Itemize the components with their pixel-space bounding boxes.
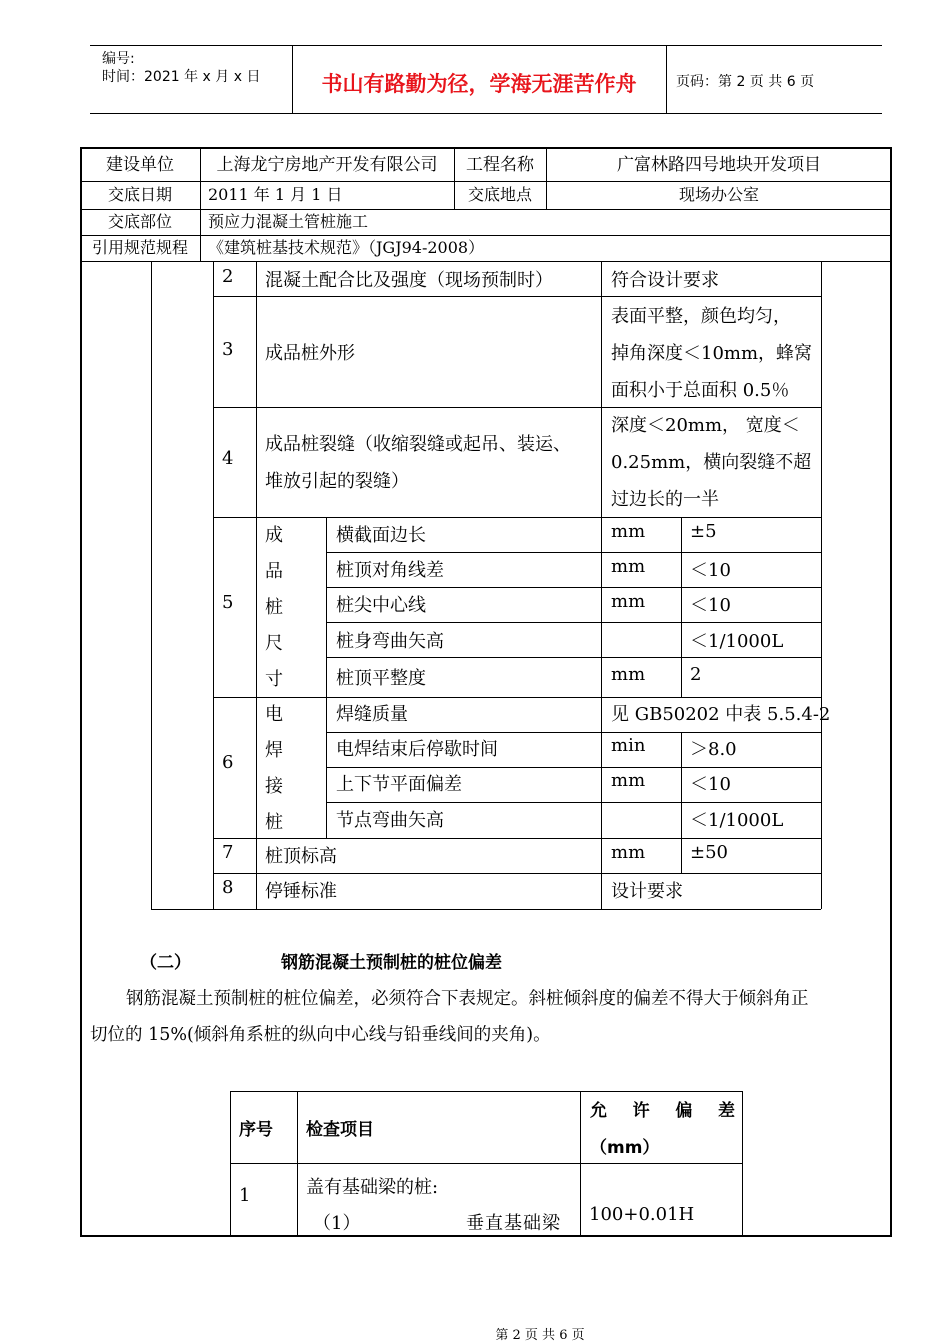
date-value: 2011 年 1 月 1 日 bbox=[208, 185, 343, 204]
tolerance-char: 允 bbox=[590, 1101, 607, 1121]
row2-req: 符合设计要求 bbox=[611, 270, 719, 291]
row3-req-line2: 掉角深度＜10mm，蜂窝 bbox=[611, 343, 813, 364]
section-number: （二） bbox=[140, 953, 191, 973]
header-motto: 书山有路勤为径，学海无涯苦作舟 bbox=[321, 72, 637, 96]
row5-item-value: ＜10 bbox=[690, 560, 731, 581]
tol-row-rule bbox=[213, 517, 821, 518]
tol-row-rule bbox=[326, 802, 821, 803]
spec-label: 引用规范规程 bbox=[91, 238, 188, 257]
row6-item-name: 节点弯曲矢高 bbox=[336, 810, 444, 831]
tol-bottom bbox=[151, 909, 821, 910]
row5-item-name: 桩顶对角线差 bbox=[336, 560, 444, 581]
tol-row-rule bbox=[213, 296, 821, 297]
position-header-tolerance bbox=[590, 1096, 735, 1121]
row5-item-unit: mm bbox=[611, 591, 646, 612]
position-row1-item: 盖有基础梁的桩: bbox=[306, 1177, 439, 1198]
row5-group-char: 尺 bbox=[265, 633, 283, 654]
row8-req: 设计要求 bbox=[611, 881, 683, 902]
tol-row-rule bbox=[326, 767, 821, 768]
row2-no: 2 bbox=[222, 266, 234, 287]
row3-req-line3: 面积小于总面积 0.5％ bbox=[611, 380, 790, 401]
tol-row-rule bbox=[326, 732, 821, 733]
row3-item: 成品桩外形 bbox=[265, 343, 355, 364]
row5-group-char: 桩 bbox=[265, 597, 283, 618]
row6-item-value: ＜1/1000L bbox=[690, 810, 784, 831]
position-row1-sub-item: 垂直基础梁 bbox=[466, 1213, 561, 1234]
tol-col-req bbox=[601, 261, 602, 909]
tol-row-rule bbox=[326, 622, 821, 623]
row7-value: ±50 bbox=[690, 842, 728, 863]
tol-col-no bbox=[213, 261, 214, 909]
row5-item-value: ＜1/1000L bbox=[690, 631, 784, 652]
row5-group-char: 品 bbox=[265, 561, 283, 582]
row4-item-line1: 成品桩裂缝（收缩裂缝或起吊、装运、 bbox=[265, 434, 571, 455]
tol-row-rule bbox=[213, 407, 821, 408]
project-label: 工程名称 bbox=[466, 155, 534, 175]
position-row-rule bbox=[230, 1163, 743, 1164]
row7-item: 桩顶标高 bbox=[265, 846, 337, 867]
tolerance-char: 差 bbox=[717, 1101, 735, 1121]
footer-page-number: 第 2 页 共 6 页 bbox=[495, 1328, 585, 1343]
row6-item-value: ＞8.0 bbox=[690, 739, 737, 760]
row6-item-unit: min bbox=[611, 735, 646, 756]
row7-no: 7 bbox=[222, 842, 234, 863]
builder-label: 建设单位 bbox=[106, 155, 174, 175]
tolerance-char: 偏 bbox=[675, 1101, 693, 1121]
row4-req-line1: 深度＜20mm， 宽度＜ bbox=[611, 415, 800, 436]
row6-group-char: 接 bbox=[265, 776, 283, 797]
place-value: 现场办公室 bbox=[678, 185, 759, 204]
row6-weld-quality-value: 见 GB50202 中表 5.5.4-2 bbox=[611, 704, 831, 725]
tol-row-rule bbox=[213, 697, 821, 698]
tol-row-rule bbox=[213, 873, 821, 874]
document-time-label: 时间：2021 年 x 月 x 日 bbox=[102, 69, 261, 85]
position-row1-sub-no: （1） bbox=[313, 1213, 361, 1234]
tol-col-value bbox=[681, 838, 682, 873]
position-header-item: 检查项目 bbox=[306, 1120, 374, 1140]
tol-outer-left bbox=[151, 261, 152, 909]
tol-row-rule bbox=[213, 838, 821, 839]
row5-item-unit: mm bbox=[611, 664, 646, 685]
tol-row-rule bbox=[326, 587, 821, 588]
header-bottom-rule bbox=[90, 113, 882, 114]
tol-row-rule bbox=[326, 552, 821, 553]
section-title: 钢筋混凝土预制桩的桩位偏差 bbox=[281, 953, 502, 973]
row5-group-char: 成 bbox=[265, 525, 283, 546]
row4-item-line2: 堆放引起的裂缝） bbox=[265, 471, 409, 492]
info-row-rule bbox=[80, 261, 892, 262]
row6-group-char: 桩 bbox=[265, 812, 283, 833]
date-label: 交底日期 bbox=[107, 185, 172, 204]
row5-item-value: ＜10 bbox=[690, 595, 731, 616]
position-header-unit: （mm） bbox=[590, 1138, 660, 1158]
row5-item-name: 桩身弯曲矢高 bbox=[336, 631, 444, 652]
tolerance-char: 许 bbox=[632, 1101, 650, 1121]
position-row1-no: 1 bbox=[239, 1185, 251, 1206]
row5-no: 5 bbox=[222, 592, 234, 613]
row5-item-unit: mm bbox=[611, 521, 646, 542]
row4-no: 4 bbox=[222, 448, 234, 469]
place-label: 交底地点 bbox=[467, 185, 532, 204]
tol-col-value bbox=[681, 517, 682, 697]
row6-group-char: 焊 bbox=[265, 740, 283, 761]
row4-req-line3: 过边长的一半 bbox=[611, 489, 719, 510]
section-paragraph-line2: 切位的 15%(倾斜角系桩的纵向中心线与铅垂线间的夹角)。 bbox=[90, 1025, 551, 1045]
row5-item-unit: mm bbox=[611, 556, 646, 577]
row6-item-value: ＜10 bbox=[690, 774, 731, 795]
row6-item-name: 上下节平面偏差 bbox=[336, 774, 462, 795]
row2-item: 混凝土配合比及强度（现场预制时） bbox=[265, 270, 553, 291]
row6-item-name: 电焊结束后停歇时间 bbox=[336, 739, 498, 760]
header-divider-right bbox=[666, 45, 667, 113]
row6-weld-quality-name: 焊缝质量 bbox=[336, 704, 408, 725]
row3-no: 3 bbox=[222, 339, 234, 360]
position-col-rule bbox=[580, 1091, 581, 1237]
row5-item-name: 桩尖中心线 bbox=[336, 595, 426, 616]
row5-item-name: 桩顶平整度 bbox=[336, 668, 426, 689]
builder-value: 上海龙宁房地产开发有限公司 bbox=[216, 155, 438, 175]
row6-item-unit: mm bbox=[611, 770, 646, 791]
project-value: 广富林路四号地块开发项目 bbox=[617, 155, 821, 175]
document-number-label: 编号: bbox=[102, 51, 135, 67]
row6-no: 6 bbox=[222, 752, 234, 773]
header-top-rule bbox=[90, 45, 882, 46]
row5-item-value: ±5 bbox=[690, 521, 717, 542]
tol-col-sub bbox=[326, 517, 327, 838]
row8-item: 停锤标准 bbox=[265, 881, 337, 902]
row4-req-line2: 0.25mm，横向裂缝不超 bbox=[611, 452, 812, 473]
spec-value: 《建筑桩基技术规范》（JGJ94-2008） bbox=[208, 238, 485, 257]
part-value: 预应力混凝土管桩施工 bbox=[208, 212, 369, 231]
row5-item-value: 2 bbox=[690, 664, 702, 685]
position-header-no: 序号 bbox=[239, 1120, 273, 1140]
row7-unit: mm bbox=[611, 842, 646, 863]
tol-row-rule bbox=[326, 657, 821, 658]
row3-req-line1: 表面平整，颜色均匀， bbox=[611, 306, 791, 327]
position-row1-value: 100+0.01H bbox=[589, 1204, 695, 1225]
tol-col-item bbox=[256, 261, 257, 909]
tol-outer-right bbox=[821, 261, 822, 909]
tol-col-value bbox=[681, 732, 682, 838]
position-col-rule bbox=[297, 1091, 298, 1237]
part-label: 交底部位 bbox=[107, 212, 172, 231]
row8-no: 8 bbox=[222, 877, 234, 898]
header-page-label: 页码：第 2 页 共 6 页 bbox=[676, 74, 815, 90]
row5-item-name: 横截面边长 bbox=[336, 525, 426, 546]
row5-group-char: 寸 bbox=[265, 669, 283, 690]
row6-group-char: 电 bbox=[265, 704, 283, 725]
section-paragraph-line1: 钢筋混凝土预制桩的桩位偏差，必须符合下表规定。斜桩倾斜度的偏差不得大于倾斜角正 bbox=[126, 989, 809, 1009]
